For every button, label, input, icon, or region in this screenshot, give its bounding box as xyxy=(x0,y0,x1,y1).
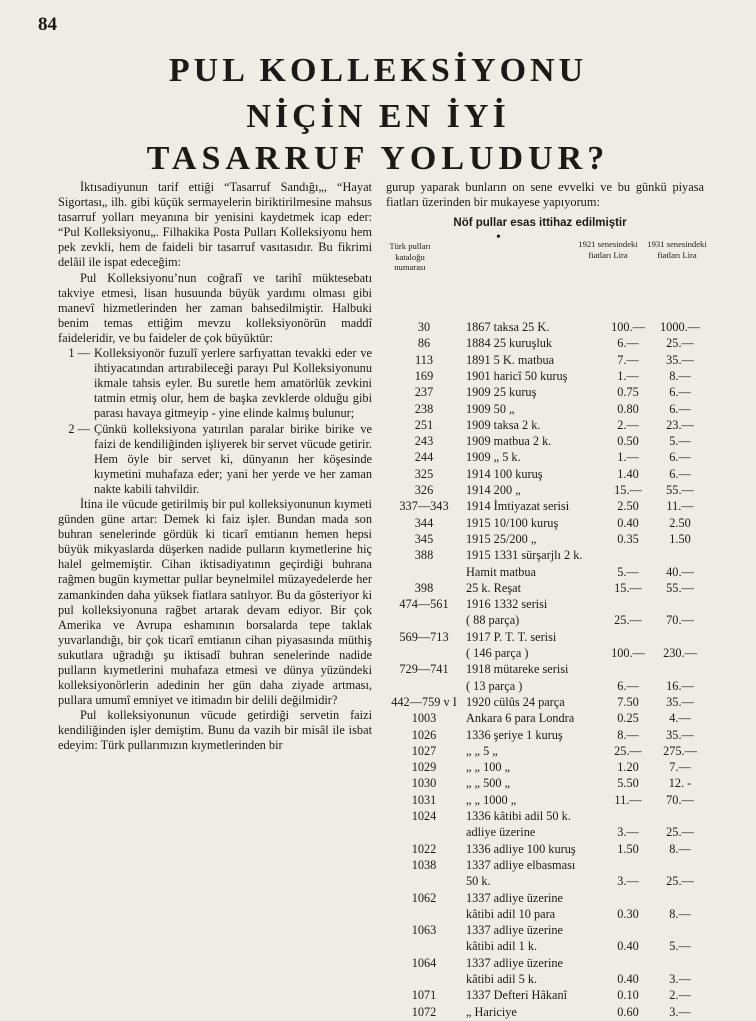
stamp-description: „ „ 5 „ xyxy=(466,743,498,758)
price-1921: 0.35 xyxy=(617,531,639,546)
price-1921: 5.50 xyxy=(617,776,639,791)
stamp-description: ( 146 parça ) xyxy=(466,646,529,660)
table-row xyxy=(386,548,716,564)
price-1921: 7.50 xyxy=(617,694,639,709)
catalog-number: 1063 xyxy=(411,923,437,938)
price-1921: 25.— xyxy=(614,613,642,628)
price-1921: 15.— xyxy=(614,580,642,595)
stamp-description: 1336 şeriye 1 kuruş xyxy=(466,727,563,742)
table-row xyxy=(386,369,716,385)
price-1931: 25.— xyxy=(666,874,694,889)
table-row xyxy=(386,907,716,923)
table-row xyxy=(386,728,716,744)
price-1931: 6.— xyxy=(669,466,691,481)
table-row xyxy=(386,581,716,597)
table-row xyxy=(386,744,716,760)
price-1921: 1.50 xyxy=(617,841,639,856)
stamp-description: 1336 adliye 100 kuruş xyxy=(466,841,576,856)
stamp-description: 1914 200 „ xyxy=(466,483,521,497)
stamp-description: 1867 taksa 25 K. xyxy=(466,320,550,334)
stamp-description: 1909 50 „ xyxy=(466,401,515,416)
catalog-number: 337—343 xyxy=(399,499,449,514)
price-1931: 8.— xyxy=(669,841,691,856)
table-row xyxy=(386,353,716,369)
catalog-number: 345 xyxy=(414,531,434,546)
paragraph: Pul Kolleksiyonu’nun coğrafî ve tarihî müktesebatı takviye etmesi, lisan husuunda büyük yardımı olması gibi manevî hizmetlerinden her zaman bahsedilmiştir. Halbuki benim temas ettiğim mevzu kolleksiyonörün maddî faideleridir, ve bu faideler de çok büyüktür: xyxy=(58,270,372,345)
catalog-number: 1024 xyxy=(411,809,437,823)
price-1921: 1.40 xyxy=(617,466,639,481)
table-row xyxy=(386,467,716,483)
stamp-description: 1891 5 K. matbua xyxy=(466,352,555,367)
table-row xyxy=(386,1005,716,1021)
decorative-dot: • xyxy=(496,230,501,246)
list-item xyxy=(58,422,372,497)
stamp-description: „ Hariciye xyxy=(466,1004,517,1019)
table-row xyxy=(386,662,716,678)
table-row xyxy=(386,776,716,792)
table-row xyxy=(386,336,716,352)
price-1931: 1.50 xyxy=(669,531,691,546)
stamp-description: 50 k. xyxy=(466,874,491,889)
price-1921: 1.— xyxy=(617,450,639,465)
catalog-number: 569—713 xyxy=(399,629,449,644)
stamp-description: 1337 adliye üzerine xyxy=(466,890,563,905)
catalog-number: 1062 xyxy=(411,890,437,905)
stamp-description: ( 13 parça ) xyxy=(466,678,523,693)
table-row xyxy=(386,418,716,434)
table-header xyxy=(386,229,707,299)
table-row xyxy=(386,450,716,466)
list-item-text: Çünkü kolleksiyona yatırılan paralar birike birike ve faizi de kendiliğinden işliyerek bir servet vücude getirir. Hem öyle bir servet ki, dünyanın her köşesinde kıymetini muhafaza eder; yani her yerde ve her zaman nakte kabili tahvildir. xyxy=(94,421,372,496)
price-1931: 55.— xyxy=(666,483,694,497)
price-1931: 40.— xyxy=(666,564,694,579)
stamp-description: kâtibi adil 1 k. xyxy=(466,939,538,954)
table-row xyxy=(386,972,716,988)
header-1921: 1921 senesindeki fiatları Lira xyxy=(578,239,638,260)
price-1931: 16.— xyxy=(666,678,694,693)
price-1931: 70.— xyxy=(666,792,694,807)
stamp-description: 1337 Defteri Hâkanî xyxy=(466,988,568,1003)
table-row xyxy=(386,646,716,662)
catalog-number: 325 xyxy=(414,466,434,481)
header-1931: 1931 senesindeki fiatları Lira xyxy=(647,239,707,260)
catalog-number: 326 xyxy=(414,483,434,497)
table-row xyxy=(386,988,716,1004)
price-1931: 25.— xyxy=(666,825,694,840)
price-1921: 0.25 xyxy=(617,711,639,726)
title-line-3: TASARRUF YOLUDUR? xyxy=(146,140,610,177)
stamp-description: adliye üzerine xyxy=(466,825,536,840)
price-1921: 1.20 xyxy=(617,760,639,775)
catalog-number: 1064 xyxy=(411,955,437,970)
catalog-number: 729—741 xyxy=(399,662,449,677)
catalog-number: 244 xyxy=(414,450,434,465)
price-1921: 6.— xyxy=(617,336,639,351)
table-row xyxy=(386,760,716,776)
stamp-description: 1337 adliye üzerine xyxy=(466,923,563,938)
catalog-number: 1030 xyxy=(411,776,437,791)
price-1931: 25.— xyxy=(666,336,694,351)
price-1931: 6.— xyxy=(669,401,691,416)
stamp-description: „ „ 100 „ xyxy=(466,760,511,775)
price-1931: 230.— xyxy=(663,646,697,660)
price-1931: 6.— xyxy=(669,385,691,400)
price-1921: 3.— xyxy=(617,874,639,889)
price-1931: 275.— xyxy=(663,743,697,758)
table-row xyxy=(386,516,716,532)
catalog-number: 113 xyxy=(415,352,433,367)
price-1931: 12. - xyxy=(668,776,692,791)
stamp-description: 1909 matbua 2 k. xyxy=(466,434,552,449)
price-1921: 11.— xyxy=(614,792,642,807)
table-row xyxy=(386,711,716,727)
table-row xyxy=(386,402,716,418)
price-1931: 3.— xyxy=(669,972,691,986)
catalog-number: 1003 xyxy=(411,711,437,726)
price-1921: 7.— xyxy=(617,352,639,367)
table-row xyxy=(386,891,716,907)
price-1931: 4.— xyxy=(669,711,691,726)
table-row xyxy=(386,842,716,858)
list-item-number: 1 — xyxy=(68,346,90,361)
stamp-description: 1917 P. T. T. serisi xyxy=(466,629,557,644)
price-1921: 100.— xyxy=(611,646,645,660)
title-line-2: NİÇİN EN İYİ xyxy=(246,98,510,135)
table-row xyxy=(386,499,716,515)
table-row xyxy=(386,809,716,825)
price-1921: 25.— xyxy=(614,743,642,758)
catalog-number: 1072 xyxy=(411,1004,437,1019)
price-1931: 8.— xyxy=(669,368,691,383)
stamp-description: 1914 İmtiyazat serisi xyxy=(466,499,570,514)
right-column xyxy=(386,180,707,299)
catalog-number: 238 xyxy=(414,401,434,416)
price-1931: 2.— xyxy=(669,988,691,1003)
stamp-description: ( 88 parça) xyxy=(466,613,520,628)
catalog-number: 1026 xyxy=(411,727,437,742)
catalog-number: 86 xyxy=(417,336,431,351)
table-row xyxy=(386,825,716,841)
table-row xyxy=(386,532,716,548)
table-row xyxy=(386,956,716,972)
table-row xyxy=(386,613,716,629)
price-1931: 3.— xyxy=(669,1004,691,1019)
price-1921: 100.— xyxy=(611,320,645,334)
catalog-number: 388 xyxy=(414,548,434,563)
stamp-description: „ „ 1000 „ xyxy=(466,792,517,807)
price-1931: 55.— xyxy=(666,580,694,595)
paragraph: İktısadiyunun tarif ettiği “Tasarruf Sandığı„, “Hayat Sigortası„ ilh. gibi küçük sermayelerin biriktirilmesine mahsus tasarruf yolları meyanına bir yenisini kaydetmek icap eder: “Pul Kolleksiyonu„. Filhakika Posta Pulları Kolleksiyonu hem pek zevkli, hem de faideli bir tasarruf vasıtasıdır. Bu fikrimi delâil ile ispat edeceğim: xyxy=(58,180,372,270)
list-item xyxy=(58,346,372,421)
stamp-description: 1909 25 kuruş xyxy=(466,385,537,400)
price-1921: 0.40 xyxy=(617,972,639,986)
catalog-number: 398 xyxy=(414,580,434,595)
stamp-description: 1915 10/100 kuruş xyxy=(466,515,559,530)
catalog-number: 1071 xyxy=(411,988,437,1003)
stamp-description: 1916 1332 serisi xyxy=(466,597,548,612)
catalog-number: 30 xyxy=(417,320,431,334)
price-1921: 0.40 xyxy=(617,939,639,954)
catalog-number: 1031 xyxy=(411,792,437,807)
title-line-1: PUL KOLLEKSİYONU xyxy=(168,52,588,89)
stamp-description: „ „ 500 „ xyxy=(466,776,511,791)
price-1931: 23.— xyxy=(666,417,694,432)
price-1931: 6.— xyxy=(669,450,691,465)
stamp-description: 1914 100 kuruş xyxy=(466,466,543,481)
table-row xyxy=(386,630,716,646)
stamp-description: kâtibi adil 5 k. xyxy=(466,972,538,986)
catalog-number: 1027 xyxy=(411,743,437,758)
price-1931: 2.50 xyxy=(669,515,691,530)
catalog-number: 442—759 v I xyxy=(391,694,457,709)
price-1921: 5.— xyxy=(617,564,639,579)
stamp-description: 25 k. Reşat xyxy=(466,580,521,595)
table-row xyxy=(386,923,716,939)
price-1931: 11.— xyxy=(666,499,694,514)
price-1931: 70.— xyxy=(666,613,694,628)
catalog-number: 1029 xyxy=(411,760,437,775)
price-1931: 1000.— xyxy=(660,320,700,334)
paragraph: İtina ile vücude getirilmiş bir pul kolleksiyonunun kıymeti günden güne artar: Demek ki faiz işler. Bundan mada son buhran senelerinde gördük ki ticarî emtianın hemen hepsi büyük mikyaslarda düşerken nadide pulların kıymetlerine hiç halel gelmemiştir. Cihan iktisadiyatının geçirdiği buhrana rağmen bugün kıymettar pullar beynelmilel müzayedelerde her zamankinden daha yüksek fiatlara satılıyor. Bu da gösteriyor ki pul kolleksiyonuna rağbet artarak devam ediyor. Bir çok Amerika ve Avrupa eshamının borsalarda tepe taklak yuvarlandığı, bir çok ticarî emtianın cihan piyasasında müthiş sukutlara uğradığı şu iktisadî buhran senelerinde nadide pulların kıymetlerini muhafaza etmesi ve dünya yüzündeki kolleksiyonörlerin adedinin her gün daha ziyade artması, pullara umumî emniyet ve itimadın bir delili değilmidir? xyxy=(58,496,372,708)
list-item-number: 2 — xyxy=(68,421,90,436)
stamp-description: Hamit matbua xyxy=(466,564,537,579)
paragraph: Pul kolleksiyonunun vücude getirdiği servetin faizi kendiliğinden işler demiştim. Bunu da vazih bir misâl ile isbat edeyim: Türk pullarımızın kıymetlerinden bir xyxy=(58,708,372,753)
stamp-description: 1884 25 kuruşluk xyxy=(466,336,553,351)
catalog-number: 243 xyxy=(414,434,434,449)
price-1921: 0.10 xyxy=(617,988,639,1003)
stamp-description: Ankara 6 para Londra xyxy=(466,711,575,726)
stamp-description: 1909 „ 5 k. xyxy=(466,450,521,465)
catalog-number: 251 xyxy=(414,417,434,432)
header-catalog: Türk pulları kataloğu numarası xyxy=(389,241,431,273)
price-1921: 1.— xyxy=(617,368,639,383)
price-1921: 8.— xyxy=(617,727,639,742)
catalog-number: 169 xyxy=(414,368,434,383)
stamp-description: 1909 taksa 2 k. xyxy=(466,417,541,432)
catalog-number: 237 xyxy=(414,385,434,400)
table-row xyxy=(386,565,716,581)
price-1931: 7.— xyxy=(669,760,691,775)
stamp-description: 1337 adliye üzerine xyxy=(466,955,563,970)
stamp-description: 1336 kâtibi adil 50 k. xyxy=(466,809,571,823)
table-row xyxy=(386,434,716,450)
price-1921: 0.60 xyxy=(617,1004,639,1019)
stamp-description: 1337 adliye elbasması xyxy=(466,857,576,872)
table-intro: gurup yaparak bunların on sene evvelki ve bu günkü piyasa fiatları üzerinden bir mukayese yapıyorum: xyxy=(386,180,704,210)
table-row xyxy=(386,483,716,499)
left-column xyxy=(58,180,372,754)
price-1921: 0.80 xyxy=(617,401,639,416)
stamp-description: 1915 1331 sürşarjlı 2 k. xyxy=(466,548,583,563)
price-1931: 35.— xyxy=(666,727,694,742)
price-1931: 5.— xyxy=(669,434,691,449)
catalog-number: 474—561 xyxy=(399,597,449,612)
table-row xyxy=(386,597,716,613)
stamp-description: 1901 haricî 50 kuruş xyxy=(466,368,568,383)
price-1931: 5.— xyxy=(669,939,691,954)
price-1921: 15.— xyxy=(614,483,642,497)
price-1921: 3.— xyxy=(617,825,639,840)
price-1931: 35.— xyxy=(666,694,694,709)
catalog-number: 1022 xyxy=(411,841,437,856)
table-row xyxy=(386,385,716,401)
table-row xyxy=(386,874,716,890)
price-1931: 8.— xyxy=(669,906,691,921)
table-row xyxy=(386,679,716,695)
table-row xyxy=(386,793,716,809)
price-1921: 2.50 xyxy=(617,499,639,514)
table-title: Nöf pullar esas ittihaz edilmiştir xyxy=(453,217,627,230)
stamp-description: 1915 25/200 „ xyxy=(466,531,537,546)
price-1921: 6.— xyxy=(617,678,639,693)
price-1921: 0.30 xyxy=(617,906,639,921)
price-1921: 0.75 xyxy=(617,385,639,400)
catalog-number: 1038 xyxy=(411,857,437,872)
stamp-description: kâtibi adil 10 para xyxy=(466,906,556,921)
price-1921: 0.50 xyxy=(617,434,639,449)
price-1921: 2.— xyxy=(617,417,639,432)
table-row xyxy=(386,695,716,711)
stamp-description: 1918 mütareke serisi xyxy=(466,662,569,677)
table-row xyxy=(386,320,716,336)
stamp-description: 1920 cülûs 24 parça xyxy=(466,694,565,709)
catalog-number: 344 xyxy=(414,515,434,530)
price-1931: 35.— xyxy=(666,352,694,367)
page-number: 84 xyxy=(38,14,57,35)
price-1921: 0.40 xyxy=(617,515,639,530)
table-row xyxy=(386,939,716,955)
table-row xyxy=(386,858,716,874)
list-item-text: Kolleksiyonör fuzulî yerlere sarfıyattan tevakki eder ve ihtiyacatından artırabileceği parayı Pul Kolleksiyonunu ikmale tahsis eyler. Bu suretle hem amatörlük zevkini tatmin etmiş olur, hem de başka zevklerde olduğu gibi parası havaya gitmeyip - yine elinde kalmış bulunur; xyxy=(94,346,372,421)
